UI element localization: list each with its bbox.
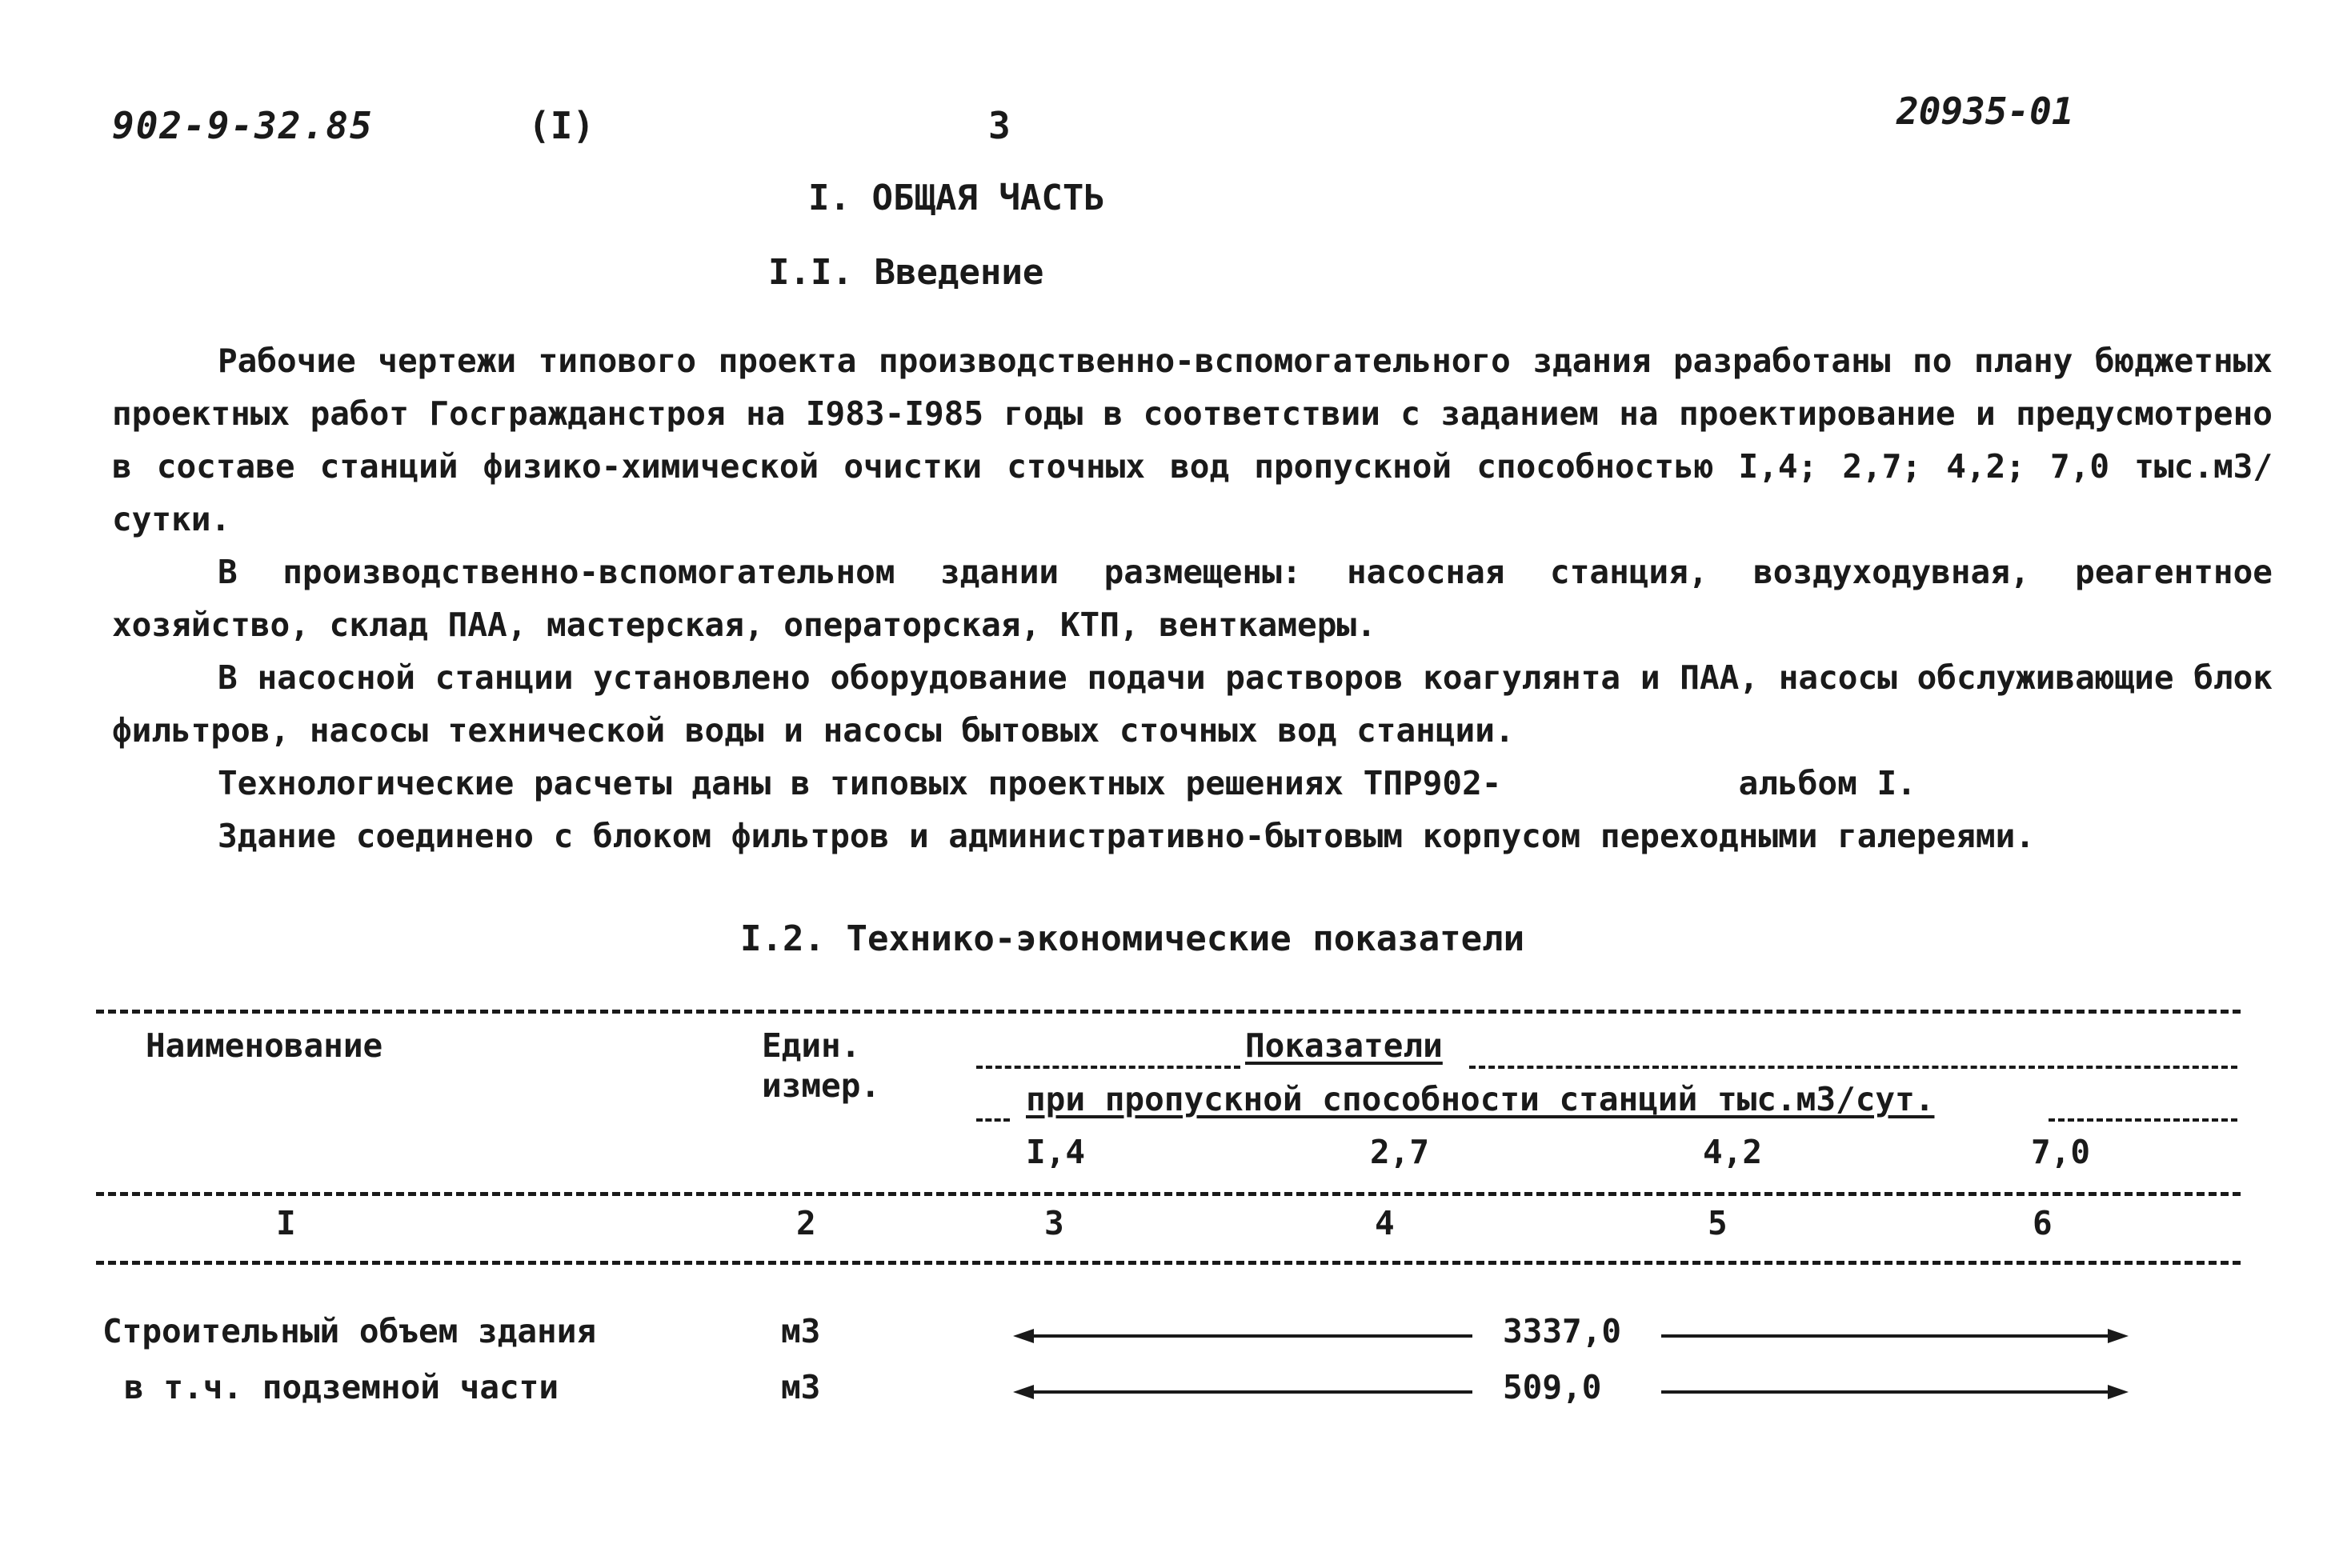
right-arrow-icon [1661, 1334, 2124, 1338]
subheader-rule-right [2049, 1118, 2237, 1122]
subheader-rule-left [976, 1118, 1010, 1122]
section-title: I. ОБЩАЯ ЧАСТЬ [808, 178, 1105, 218]
row-value: 509,0 [1503, 1368, 1602, 1406]
table-header-rule [96, 1192, 2241, 1196]
capacity-1-4: I,4 [1026, 1133, 1086, 1171]
column-number-4: 4 [1375, 1204, 1395, 1242]
intro-paragraph-3: В насосной станции установлено оборудование подачи растворов коагулянта и ПАА, насосы обслуживающие блок фильтров, насосы технической воды и насосы бытовых сточных вод станции. [112, 658, 2273, 750]
col-header-capacity: при пропускной способности станций тыс.м3/сут. [1026, 1080, 1935, 1118]
col-header-indicators: Показатели [1245, 1026, 1443, 1065]
col-header-unit-line1: Един. [762, 1026, 861, 1065]
col-header-unit-line2: измер. [762, 1066, 881, 1105]
right-arrow-icon [1661, 1390, 2124, 1394]
column-number-6: 6 [2033, 1204, 2053, 1242]
page-number: 3 [988, 104, 1011, 147]
capacity-7-0: 7,0 [2031, 1133, 2091, 1171]
row-name: в т.ч. подземной части [124, 1368, 559, 1406]
column-number-2: 2 [796, 1204, 816, 1242]
table-top-rule [96, 1010, 2241, 1014]
indicators-rule-left [976, 1066, 1240, 1069]
part-number: (I) [528, 104, 595, 147]
left-arrow-icon [1018, 1390, 1472, 1394]
row-unit: м3 [781, 1312, 821, 1350]
intro-heading: I.I. Введение [768, 252, 1044, 293]
capacity-2-7: 2,7 [1370, 1133, 1430, 1171]
project-code: 902-9-32.85 [112, 104, 374, 147]
column-number-3: 3 [1044, 1204, 1064, 1242]
column-number-5: 5 [1708, 1204, 1728, 1242]
column-number-1: I [276, 1204, 296, 1242]
intro-paragraph-1: Рабочие чертежи типового проекта производственно-вспомогательного здания разработаны по плану бюджетных проектных работ Госгражданстроя на I983-I985 годы в соответствии с заданием на проектирование и предусмотрено в составе станций физико-химической очистки сточных вод пропускной способностью I,4; 2,7; 4,2; 7,0 тыс.м3/сутки. [112, 342, 2273, 538]
row-value: 3337,0 [1503, 1312, 1622, 1350]
indicators-heading: I.2. Технико-экономические показатели [740, 918, 1525, 959]
col-header-name: Наименование [146, 1026, 383, 1065]
intro-paragraph-4: Технологические расчеты даны в типовых проектных решениях ТПР902- альбом I. [218, 764, 1916, 802]
table-numbers-rule [96, 1261, 2241, 1265]
left-arrow-icon [1018, 1334, 1472, 1338]
indicators-rule-right [1469, 1066, 2237, 1069]
row-unit: м3 [781, 1368, 821, 1406]
intro-paragraph-2: В производственно-вспомогательном здании размещены: насосная станция, воздуходувная, реагентное хозяйство, склад ПАА, мастерская, операторская, КТП, венткамеры. [112, 553, 2273, 644]
capacity-4-2: 4,2 [1703, 1133, 1763, 1171]
intro-paragraph-5: Здание соединено с блоком фильтров и административно-бытовым корпусом переходными галереями. [218, 817, 2035, 855]
document-id: 20935-01 [1896, 90, 2074, 133]
row-name: Строительный объем здания [102, 1312, 597, 1350]
